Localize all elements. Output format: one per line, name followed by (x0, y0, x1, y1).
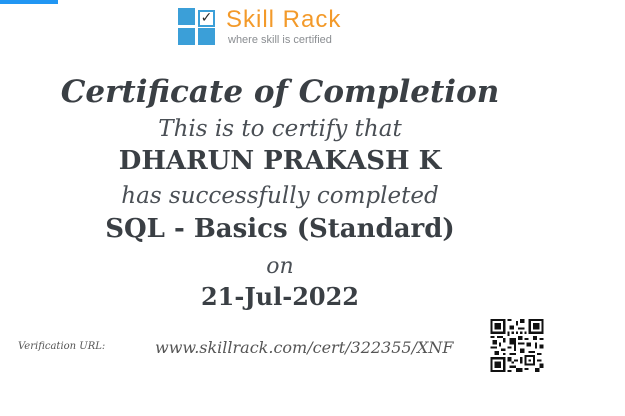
certificate-title: Certificate of Completion (60, 74, 500, 110)
qr-code-icon (489, 319, 545, 372)
completed-text: has successfully completed (121, 183, 439, 209)
completion-date: 21-Jul-2022 (200, 282, 360, 311)
skillrack-logo (178, 6, 368, 48)
verification-url[interactable]: www.skillrack.com/cert/322355/XNF (155, 338, 454, 357)
course-name: SQL - Basics (Standard) (105, 214, 455, 244)
brand-name: Skill Rack (226, 6, 342, 33)
corner-tab (0, 0, 58, 4)
brand-tagline: where skill is certified (228, 34, 332, 46)
verification-label: Verification URL: (18, 341, 106, 352)
checkbox-grid-logo-icon: ✓ (178, 8, 216, 46)
on-text: on (266, 254, 294, 279)
recipient-name: DHARUN PRAKASH K (118, 146, 442, 176)
certify-text: This is to certify that (158, 116, 402, 142)
